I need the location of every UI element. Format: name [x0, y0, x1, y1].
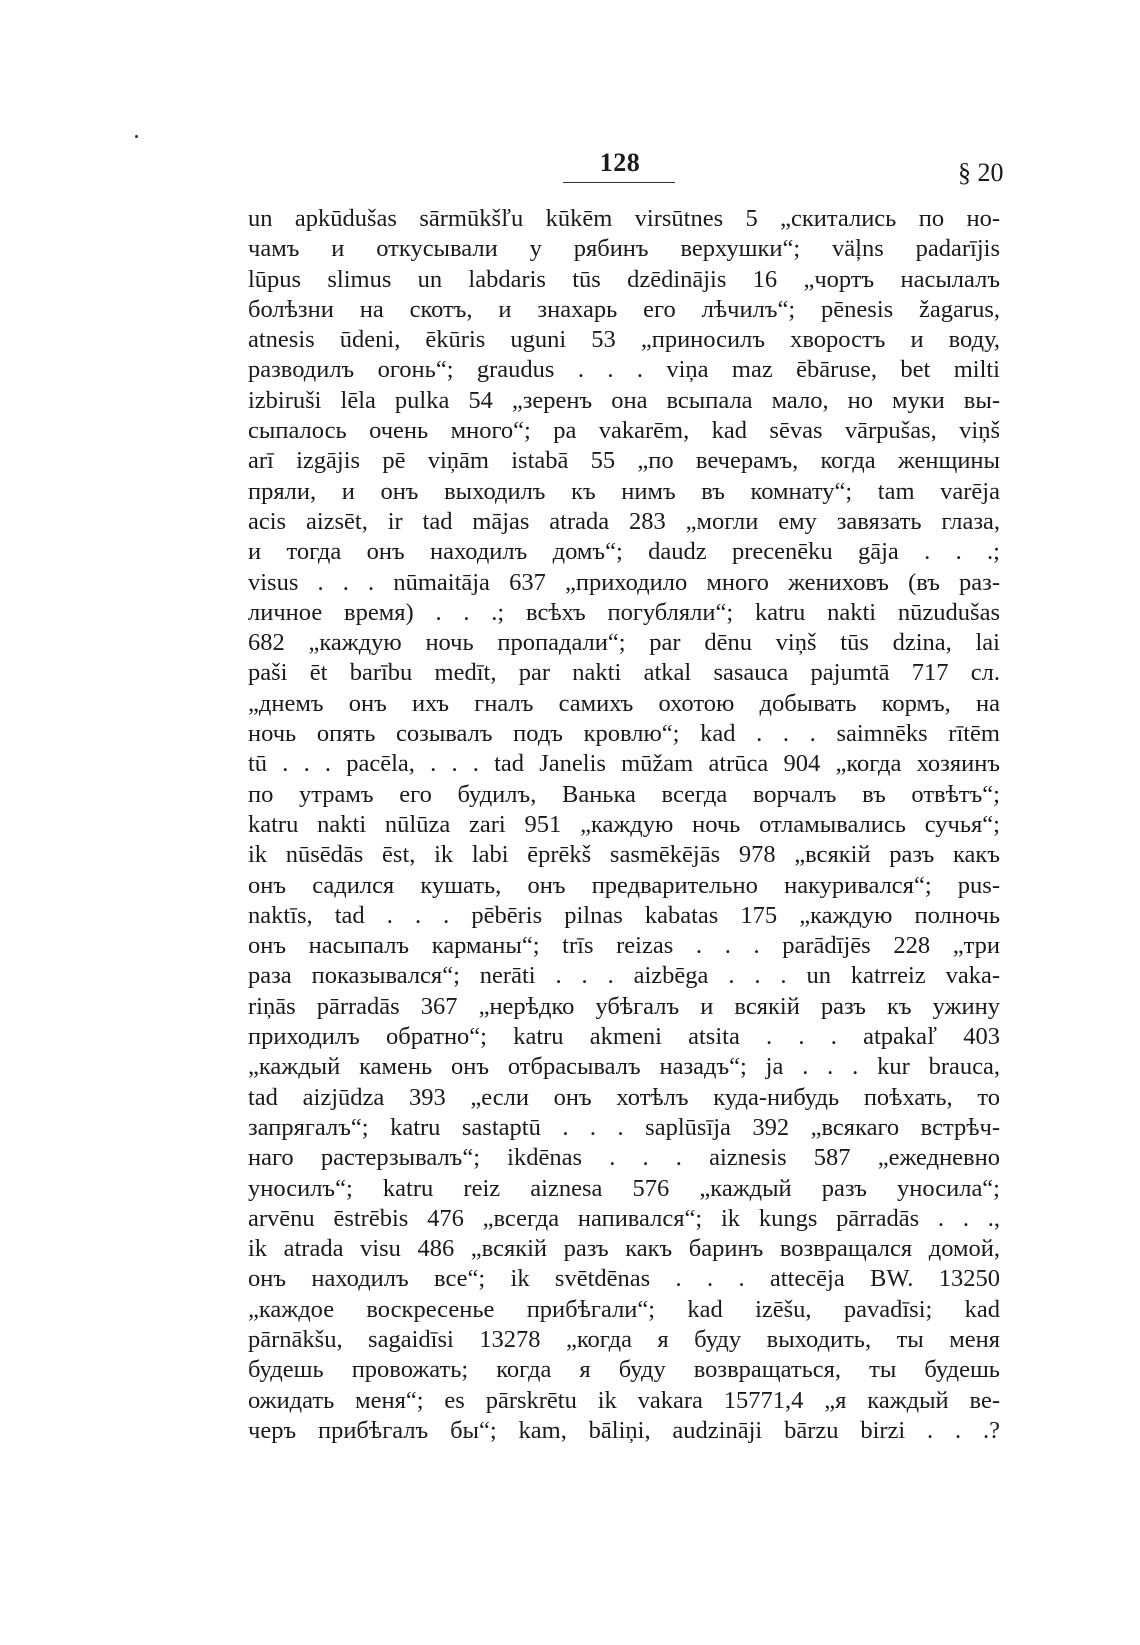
- text-line: будешь провожать; когда я буду возвращаться, ты будешь: [248, 1356, 1000, 1384]
- text-line: черъ прибѣгалъ бы“; kam, bāliņi, audzināji bārzu birzi . . .?: [248, 1416, 1000, 1444]
- section-mark: § 20: [958, 158, 1004, 187]
- text-line: arī izgājis pē viņām istabā 55 „по вечерамъ, когда женщины: [248, 447, 1000, 475]
- text-line: раза показывался“; nerāti . . . aizbēga . . . un katrreiz vaka-: [248, 962, 1000, 990]
- text-line: „каждый камень онъ отбрасывалъ назадъ“; ja . . . kur brauca,: [248, 1053, 1000, 1081]
- text-line: ik nūsēdās ēst, ik labi ēprēkš sasmēkējās 978 „всякій разъ какъ: [248, 841, 1000, 869]
- text-line: „каждое воскресенье прибѣгали“; kad izēšu, pavadīsi; kad: [248, 1295, 1000, 1323]
- text-line: 682 „каждую ночь пропадали“; par dēnu viņš tūs dzina, lai: [248, 629, 1000, 657]
- text-line: ночь опять созывалъ подъ кровлю“; kad . . . saimnēks rītēm: [248, 720, 1000, 748]
- text-line: tū . . . pacēla, . . . tad Janelis mūžam atrūca 904 „когда хозяинъ: [248, 750, 1000, 778]
- text-line: atnesis ūdeni, ēkūris uguni 53 „приносилъ хворостъ и воду,: [248, 326, 1000, 354]
- text-line: наго растерзывалъ“; ikdēnas . . . aiznesis 587 „ежедневно: [248, 1144, 1000, 1172]
- text-line: чамъ и откусывали у рябинъ верхушки“; väļns padarījis: [248, 235, 1000, 263]
- text-line: arvēnu ēstrēbis 476 „всегда напивался“; ik kungs pārradās . . .,: [248, 1204, 1000, 1232]
- text-line: болѣзни на скотъ, и знахарь его лѣчилъ“; pēnesis žagarus,: [248, 295, 1000, 323]
- body-text: [248, 204, 1000, 1446]
- text-line: онъ насыпалъ карманы“; trīs reizas . . . parādījēs 228 „три: [248, 932, 1000, 960]
- text-line: tad aizjūdza 393 „если онъ хотѣлъ куда-нибудь поѣхать, то: [248, 1083, 1000, 1111]
- text-line: riņās pārradās 367 „нерѣдко убѣгалъ и всякій разъ къ ужину: [248, 992, 1000, 1020]
- text-line: и тогда онъ находилъ домъ“; daudz precenēku gāja . . .;: [248, 538, 1000, 566]
- text-line: приходилъ обратно“; katru akmeni atsita . . . atpakaľ 403: [248, 1023, 1000, 1051]
- text-line: онъ садился кушать, онъ предварительно накуривался“; pus-: [248, 871, 1000, 899]
- text-line: ik atrada visu 486 „всякій разъ какъ баринъ возвращался домой,: [248, 1235, 1000, 1263]
- text-line: un apkūdušas sārmūkšľu kūkēm virsūtnes 5 „скитались по но-: [248, 205, 1000, 232]
- text-line: пряли, и онъ выходилъ къ нимъ въ комнату“; tam varēja: [248, 477, 1000, 505]
- text-line: запрягалъ“; katru sastaptū . . . saplūsīja 392 „всякаго встрѣч-: [248, 1113, 1000, 1141]
- text-line: katru nakti nūlūza zari 951 „каждую ночь отламывались сучья“;: [248, 810, 1000, 838]
- text-line: „днемъ онъ ихъ гналъ самихъ охотою добывать кормъ, на: [248, 689, 1000, 717]
- ink-speck: [135, 135, 138, 138]
- text-line: lūpus slimus un labdaris tūs dzēdinājis 16 „чортъ насылалъ: [248, 265, 1000, 293]
- text-line: личное время) . . .; всѣхъ погубляли“; katru nakti nūzudušas: [248, 598, 1000, 626]
- text-line: izbiruši lēla pulka 54 „зеренъ она всыпала мало, но муки вы-: [248, 386, 1000, 414]
- text-line: ожидать меня“; es pārskrētu ik vakara 15771,4 „я каждый ве-: [248, 1386, 1000, 1414]
- text-line: paši ēt barību medīt, par nakti atkal sasauca pajumtā 717 сл.: [248, 659, 1000, 687]
- text-line: уносилъ“; katru reiz aiznesa 576 „каждый разъ уносила“;: [248, 1174, 1000, 1202]
- text-line: онъ находилъ все“; ik svētdēnas . . . attecēja BW. 13250: [248, 1265, 1000, 1293]
- text-line: по утрамъ его будилъ, Ванька всегда ворчалъ въ отвѣтъ“;: [248, 780, 1000, 808]
- text-line: visus . . . nūmaitāja 637 „приходило много жениховъ (въ раз-: [248, 568, 1000, 596]
- text-line: сыпалось очень много“; pa vakarēm, kad sēvas vārpušas, viņš: [248, 417, 1000, 445]
- text-line: acis aizsēt, ir tad mājas atrada 283 „могли ему завязать глаза,: [248, 507, 1000, 535]
- page-number: 128: [599, 148, 641, 177]
- text-line: разводилъ огонь“; graudus . . . viņa maz ēbāruse, bet milti: [248, 356, 1000, 384]
- text-line: naktīs, tad . . . pēbēris pilnas kabatas 175 „каждую полночь: [248, 901, 1000, 929]
- page-number-rule: [563, 182, 675, 183]
- text-line: pārnākšu, sagaidīsi 13278 „когда я буду выходить, ты меня: [248, 1325, 1000, 1353]
